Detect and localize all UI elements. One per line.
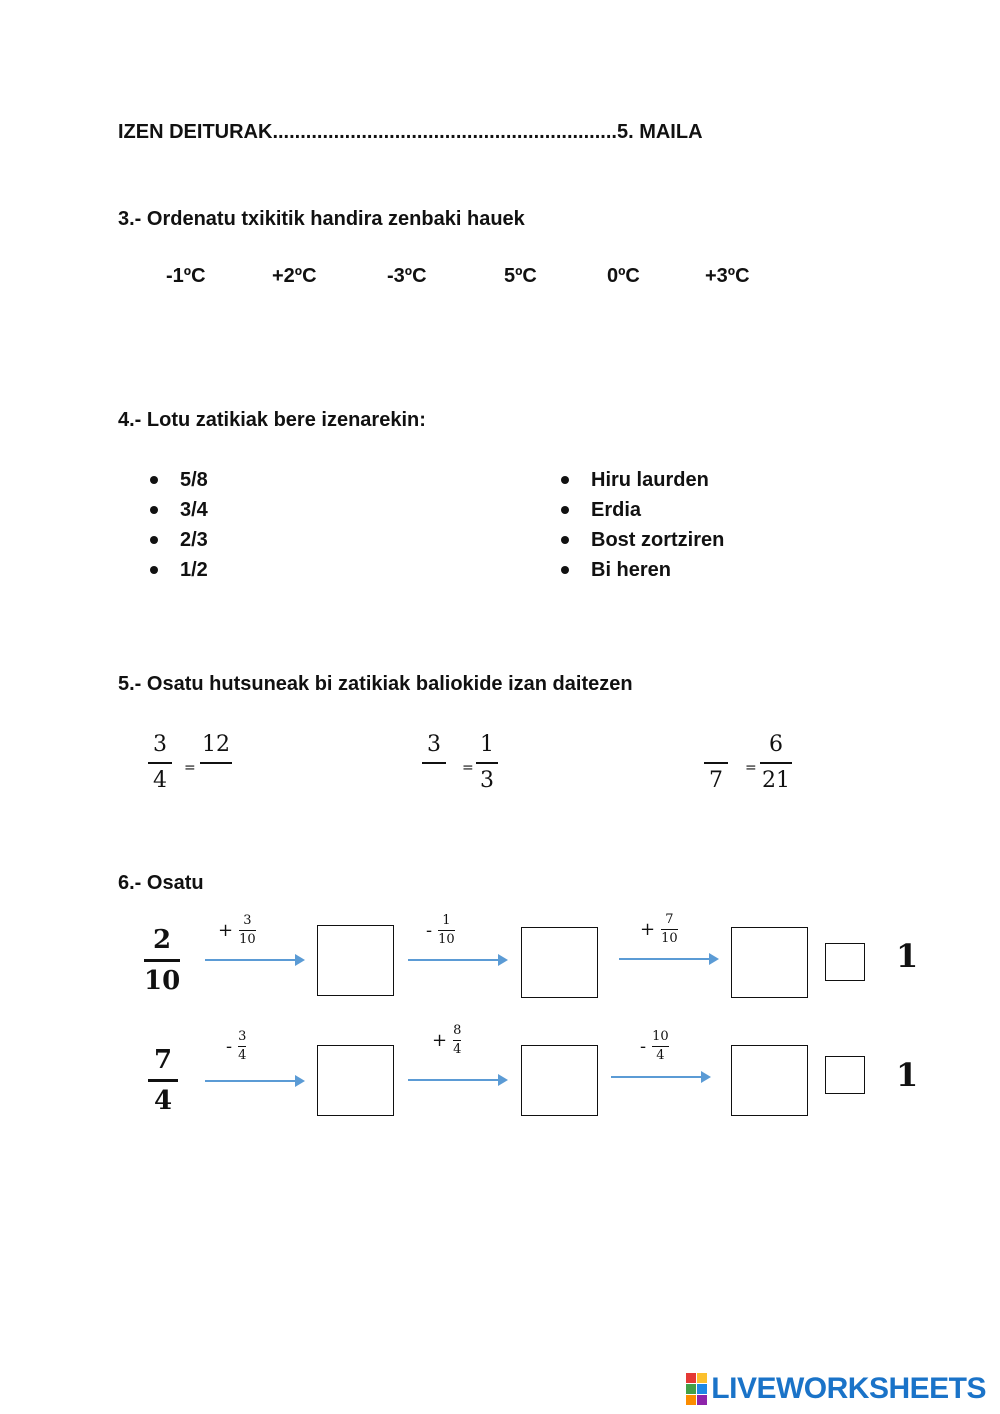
question-5-title: 5.- Osatu hutsuneak bi zatikiak baliokide izan daitezen <box>118 673 633 695</box>
fraction-left-1 <box>148 732 172 794</box>
operation-1-2 <box>426 914 455 947</box>
answer-box[interactable] <box>521 927 598 998</box>
denominator: 4 <box>153 768 167 793</box>
temperature-1: -1ºC <box>166 265 206 287</box>
target-number: 1 <box>896 937 919 975</box>
numerator: 8 <box>453 1023 462 1038</box>
fraction-name-item[interactable]: Bi heren <box>561 555 724 585</box>
numerator: 3 <box>153 732 167 757</box>
temperature-4: 5ºC <box>504 265 537 287</box>
fraction-item[interactable]: 5/8 <box>150 465 208 495</box>
answer-box[interactable] <box>317 1045 394 1116</box>
fraction-name-list <box>561 465 724 585</box>
fraction-name-item[interactable]: Bost zortziren <box>561 525 724 555</box>
brand-wordmark: LIVEWORKSHEETS <box>711 1372 986 1405</box>
fraction-bar <box>453 1040 461 1041</box>
numerator: 7 <box>665 912 674 927</box>
operation-2-2 <box>432 1024 461 1057</box>
operation-1-1 <box>218 914 256 947</box>
operator: + <box>218 920 234 941</box>
operator: - <box>426 920 433 941</box>
start-fraction-1 <box>144 925 180 996</box>
numerator: 12 <box>202 732 230 757</box>
fraction-bar <box>652 1046 669 1047</box>
temperature-6: +3ºC <box>705 265 750 287</box>
denominator: 7 <box>709 768 723 793</box>
small-fraction <box>438 914 455 947</box>
comparison-box[interactable] <box>825 943 865 981</box>
fraction-list <box>150 465 208 585</box>
denominator: 4 <box>453 1042 462 1057</box>
operation-2-1 <box>226 1030 246 1063</box>
start-fraction-2 <box>148 1045 178 1116</box>
numerator: 7 <box>153 1045 173 1075</box>
fraction-bar <box>760 762 792 764</box>
fraction-bar <box>704 762 728 764</box>
numerator: 6 <box>769 732 783 757</box>
denominator: 10 <box>661 931 678 946</box>
small-fraction <box>652 1030 669 1063</box>
question-4-title: 4.- Lotu zatikiak bere izenarekin: <box>118 409 426 431</box>
numerator-blank[interactable] <box>704 732 728 758</box>
fraction-bar <box>476 762 498 764</box>
temperature-3: -3ºC <box>387 265 427 287</box>
fraction-bar <box>438 930 455 931</box>
operator: + <box>640 919 656 940</box>
denominator-blank[interactable] <box>200 768 232 794</box>
equal-sign: = <box>745 760 757 776</box>
fraction-bar <box>148 762 172 764</box>
question-6-title: 6.- Osatu <box>118 872 204 894</box>
numerator: 1 <box>442 913 451 928</box>
answer-box[interactable] <box>317 925 394 996</box>
temperature-2: +2ºC <box>272 265 317 287</box>
denominator: 10 <box>239 932 256 947</box>
fraction-bar <box>148 1079 178 1082</box>
arrow-icon <box>619 958 717 960</box>
numerator: 2 <box>152 925 172 955</box>
operator: - <box>640 1036 647 1057</box>
arrow-icon <box>408 1079 506 1081</box>
operation-2-3 <box>640 1030 669 1063</box>
equal-sign: = <box>462 760 474 776</box>
numerator: 3 <box>238 1029 247 1044</box>
arrow-icon <box>205 1080 303 1082</box>
fraction-right-1 <box>200 732 232 794</box>
answer-box[interactable] <box>521 1045 598 1116</box>
numerator: 3 <box>427 732 441 757</box>
fraction-item[interactable]: 1/2 <box>150 555 208 585</box>
fraction-left-2 <box>422 732 446 794</box>
arrow-icon <box>205 959 303 961</box>
small-fraction <box>238 1030 246 1063</box>
denominator: 10 <box>438 932 455 947</box>
name-header: IZEN DEITURAK..............................................................5. MAILA <box>118 121 703 143</box>
denominator-blank[interactable] <box>422 768 446 794</box>
fraction-bar <box>239 930 256 931</box>
answer-box[interactable] <box>731 927 808 998</box>
denominator: 4 <box>153 1086 173 1116</box>
denominator: 4 <box>656 1048 665 1063</box>
small-fraction <box>661 913 678 946</box>
fraction-item[interactable]: 2/3 <box>150 525 208 555</box>
equal-sign: = <box>184 760 196 776</box>
comparison-box[interactable] <box>825 1056 865 1094</box>
logo-mark-icon <box>686 1373 707 1405</box>
question-3-title: 3.- Ordenatu txikitik handira zenbaki hauek <box>118 208 525 230</box>
arrow-icon <box>408 959 506 961</box>
fraction-bar <box>422 762 446 764</box>
fraction-name-item[interactable]: Erdia <box>561 495 724 525</box>
denominator: 10 <box>144 966 181 996</box>
fraction-item[interactable]: 3/4 <box>150 495 208 525</box>
numerator: 3 <box>243 913 252 928</box>
operation-1-3 <box>640 913 678 946</box>
fraction-bar <box>144 959 180 962</box>
small-fraction <box>239 914 256 947</box>
fraction-right-3 <box>760 732 792 794</box>
numerator: 10 <box>652 1029 669 1044</box>
operator: - <box>226 1036 233 1057</box>
fraction-name-item[interactable]: Hiru laurden <box>561 465 724 495</box>
target-number: 1 <box>896 1056 919 1094</box>
temperature-5: 0ºC <box>607 265 640 287</box>
denominator: 21 <box>762 768 790 793</box>
fraction-bar <box>238 1046 246 1047</box>
arrow-icon <box>611 1076 709 1078</box>
fraction-right-2 <box>476 732 498 794</box>
operator: + <box>432 1030 448 1051</box>
denominator: 4 <box>238 1048 247 1063</box>
denominator: 3 <box>480 768 494 793</box>
fraction-bar <box>200 762 232 764</box>
fraction-bar <box>661 929 678 930</box>
small-fraction <box>453 1024 461 1057</box>
numerator: 1 <box>480 732 494 757</box>
answer-box[interactable] <box>731 1045 808 1116</box>
liveworksheets-logo <box>686 1372 986 1406</box>
fraction-left-3 <box>704 732 728 794</box>
